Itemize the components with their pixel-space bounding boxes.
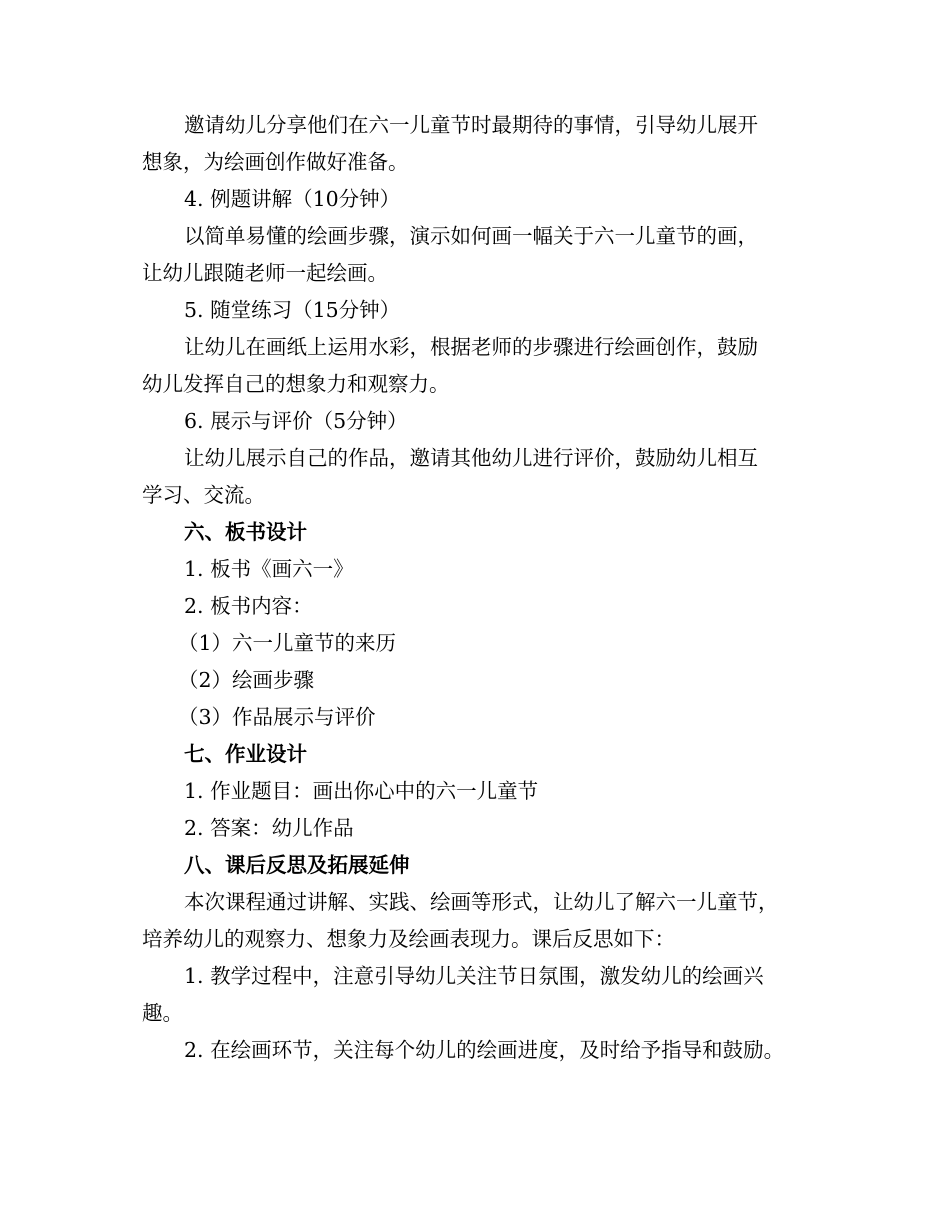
paragraph-line: 以简单易懂的绘画步骤，演示如何画一幅关于六一儿童节的画， [184, 224, 758, 248]
sub-list-item: （1）六一儿童节的来历 [178, 631, 397, 655]
paragraph-line: 邀请幼儿分享他们在六一儿童节时最期待的事情，引导幼儿展开 [184, 113, 758, 137]
step-heading: 5. 随堂练习（15分钟） [184, 298, 401, 322]
step-heading: 6. 展示与评价（5分钟） [184, 409, 408, 433]
paragraph-line: 学习、交流。 [142, 483, 265, 507]
list-item: 2. 在绘画环节，关注每个幼儿的绘画进度，及时给予指导和鼓励。 [184, 1038, 785, 1062]
list-item: 2. 答案：幼儿作品 [184, 816, 354, 840]
section-heading: 六、板书设计 [184, 520, 307, 544]
list-item: 1. 教学过程中，注意引导幼儿关注节日氛围，激发幼儿的绘画兴 [184, 964, 764, 988]
list-item: 1. 作业题目：画出你心中的六一儿童节 [184, 779, 539, 803]
list-item: 2. 板书内容： [184, 594, 313, 618]
paragraph-line: 让幼儿跟随老师一起绘画。 [142, 261, 388, 285]
paragraph-line: 培养幼儿的观察力、想象力及绘画表现力。课后反思如下： [142, 927, 675, 951]
paragraph-line: 想象，为绘画创作做好准备。 [142, 150, 409, 174]
list-item: 1. 板书《画六一》 [184, 557, 354, 581]
document-page [142, 107, 822, 1069]
sub-list-item: （3）作品展示与评价 [178, 705, 376, 729]
paragraph-line: 本次课程通过讲解、实践、绘画等形式，让幼儿了解六一儿童节， [184, 890, 779, 914]
section-heading: 八、课后反思及拓展延伸 [184, 853, 410, 877]
section-heading: 七、作业设计 [184, 742, 307, 766]
paragraph-line: 幼儿发挥自己的想象力和观察力。 [142, 372, 450, 396]
paragraph-line: 让幼儿展示自己的作品，邀请其他幼儿进行评价，鼓励幼儿相互 [184, 446, 758, 470]
paragraph-line: 趣。 [142, 1001, 183, 1025]
sub-list-item: （2）绘画步骤 [178, 668, 315, 692]
paragraph-line: 让幼儿在画纸上运用水彩，根据老师的步骤进行绘画创作，鼓励 [184, 335, 758, 359]
step-heading: 4. 例题讲解（10分钟） [184, 187, 401, 211]
